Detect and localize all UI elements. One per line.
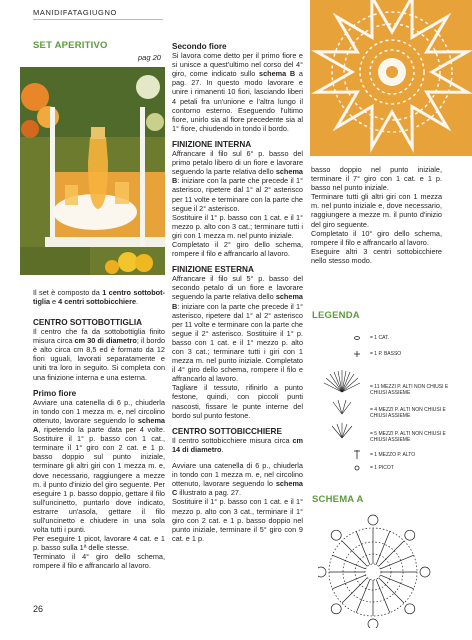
heading-centro-sottobicchiere: CENTRO SOTTOBICCHIERE [172, 426, 282, 436]
paragraph: Sostituire il 1° p. basso con 1 cat. e il 1° mezzo p. alto con 3 cat., terminare il 1° giro con 2 cat. e 1 p. basso doppio nel punto iniziale, terminare il 5° giro con 9 cat. e 1 p. [172, 497, 303, 543]
legend-item-11-mezzi: = 11 MEZZI P. ALTI NON CHIUSI E CHIUSI ASSIEME [370, 384, 449, 396]
legend-item-cat: = 1 CAT. [370, 335, 389, 341]
page-reference: pag 20 [138, 53, 161, 62]
column-3 [311, 165, 442, 265]
page-number: 26 [33, 604, 44, 614]
paragraph: Completato il 10° giro dello schema, rompere il filo e affrancarlo al lavoro. [311, 228, 442, 247]
paragraph: Il centro sottobicchiere misura circa cm 14 di diametro. [172, 435, 303, 454]
paragraph: Avviare una catenella di 6 p., chiuderla in tondo con 1 mezza m. e, nel circolino ottenuto, lavorare seguendo lo schema A, ripetendo la parte data per 4 volte. Sostituire il 1° p. basso con 1 cat., terminare il 1° giro con 2 cat. e 1 p. basso doppio sul punto iniziale, terminare gli altri giri con 1 mezza m. e, dove necessario, raggiungere a mezze m. il punto d'inizio del giro seguente. Per eseguire 1 p. basso doppio, gettare il filo sull'uncinetto, puntarlo dove indicato, estrarre un'asola, gettare il filo sull'uncinetto e chiudere in una sola volta tutti i punti. [33, 397, 165, 535]
paragraph: Avviare una catenella di 6 p., chiuderla in tondo con 1 mezza m. e, nel circolino ottenuto, lavorare seguendo lo schema C illustrato a pag. 27. [172, 461, 303, 498]
paragraph: Tagliare il tessuto, rifinirlo a punto festone, quindi, con piccoli punti nascosti, fissare le punte interne del bordo sul punto festone. [172, 383, 303, 420]
schema-round [365, 564, 381, 580]
paragraph: Sostituire il 1° p. basso con 1 cat. e il 1° mezzo p. alto con 3 cat.; terminare tutti i giri con 1 mezza m. nel punto iniziale. [172, 212, 303, 240]
heading-primo-fiore: Primo fiore [33, 388, 77, 398]
schema-stitch [380, 555, 413, 569]
legend-item-4-mezzi: = 4 MEZZI P. ALTI NON CHIUSI E CHIUSI ASSIEME [370, 407, 446, 419]
legend-item-p-basso: = 1 P. BASSO [370, 351, 402, 357]
schema-picot [331, 604, 341, 614]
legend-item-picot: = 1 PICOT [370, 465, 394, 471]
schema-stitch [376, 531, 390, 564]
column-2 [172, 42, 303, 543]
schema-picot [318, 567, 326, 577]
schema-picot [405, 530, 415, 540]
schema-stitch [356, 579, 370, 612]
legend-item-mezzo-p-alto: = 1 MEZZO P. ALTO [370, 452, 416, 458]
legend [312, 322, 462, 472]
schema-a-diagram [318, 510, 458, 628]
schema-stitch [342, 541, 367, 566]
schema-stitch [379, 541, 404, 566]
paragraph: Il centro che fa da sottobottiglia finito misura circa cm 30 di diametro; il bordo è alto circa cm 8,5 ed è formato da 12 fiori uguali, lavorati separatamente e uniti tra loro in seguito. Si completa con una finizione interna e una esterna. [33, 327, 166, 382]
intro-text: Il set è composto da 1 centro sottobot-tiglia e 4 centri sottobicchiere. [33, 288, 165, 307]
schema-picot [420, 567, 430, 577]
doily-photo [310, 0, 472, 156]
schema-stitch [380, 575, 413, 589]
legend-item-5-mezzi: = 5 MEZZI P. ALTI NON CHIUSI E CHIUSI ASSIEME [370, 431, 446, 443]
legend-symbols [312, 322, 370, 472]
column-1 [33, 318, 165, 571]
paragraph: Completato il 2° giro dello schema, rompere il filo e affrancarlo al lavoro. [172, 239, 303, 259]
schema-picot [368, 619, 378, 628]
schema-picot [368, 515, 378, 525]
schema-stitch [342, 578, 367, 603]
paragraph: Terminare tutti gli altri giri con 1 mezza m. nel punto iniziale e, dove necessario, raggiungere a mezze m. il punto d'inizio del giro seguente. [311, 192, 442, 229]
paragraph: Affrancare il filo sul 6° p. basso del primo petalo libero di un fiore e lavorare seguendo la parte relativa dello schema B: iniziare con la parte che precede il 1° asterisco, ripetere dal 1° al 2° asterisco per 11 volte e terminare con la parte che segue il 2° asterisco. [172, 149, 303, 213]
schema-stitch [356, 531, 370, 564]
paragraph: Affrancare il filo sul 5° p. basso del secondo petalo di un fiore e lavorare seguendo la parte relativa dello schema B: iniziare con la parte che precede il 1° asterisco, ripetere dal 1° al 2° asterisco per 11 volte e terminare con la parte che segue il 2° asterisco. Sostituire il 1° p. basso con 1 cat. e il 1° mezzo p. alto con 3 cat.; terminare tutti i giri con 1 mezza m. nel punto iniziale. Completato il 4° giro dello schema, rompere il filo e affrancarlo al lavoro. [172, 274, 303, 384]
aperitivo-photo [20, 67, 165, 275]
schema-stitch [379, 578, 404, 603]
schema-stitch [376, 579, 390, 612]
running-header: MANIDIFATAGIUGNO [33, 8, 117, 17]
paragraph: Per eseguire 1 picot, lavorare 4 cat. e 1 p. basso sulla 1ª delle stesse. [33, 534, 165, 553]
schema-stitch [332, 555, 365, 569]
heading-centro-sottobottiglia: CENTRO SOTTOBOTTIGLIA [33, 318, 143, 327]
section-title: SET APERITIVO [33, 40, 108, 51]
heading-finizione-interna: FINIZIONE INTERNA [172, 139, 252, 149]
schema-stitch [332, 575, 365, 589]
schema-picot [405, 604, 415, 614]
schema-title: SCHEMA A [312, 494, 364, 505]
heading-secondo-fiore: Secondo fiore [172, 42, 227, 51]
legend-title: LEGENDA [312, 310, 360, 321]
paragraph: Si lavora come detto per il primo fiore e si unisce a quest'ultimo nel corso del 4° giro, come indicato sullo schema B a pag. 27. In questo modo lavorare e unire i rimanenti 10 fiori, lasciando liberi 4 petali fra un'unione e l'altra lungo il contorno esterno. Eseguendo l'ultimo fiore, unirlo sia al fiore precedente sia al 1° fiore, chiudendo in tondo il bordo. [172, 51, 303, 133]
paragraph: Terminato il 4° giro dello schema, rompere il filo e affrancarlo al lavoro. [33, 552, 165, 571]
schema-picot [331, 530, 341, 540]
header-rule [33, 19, 163, 20]
paragraph: basso doppio nel punto iniziale, terminare il 7° giro con 1 cat. e 1 p. basso nel punto iniziale. [311, 165, 442, 193]
heading-finizione-esterna: FINIZIONE ESTERNA [172, 265, 254, 275]
paragraph: Eseguire altri 3 centri sottobicchiere nello stesso modo. [311, 246, 442, 265]
